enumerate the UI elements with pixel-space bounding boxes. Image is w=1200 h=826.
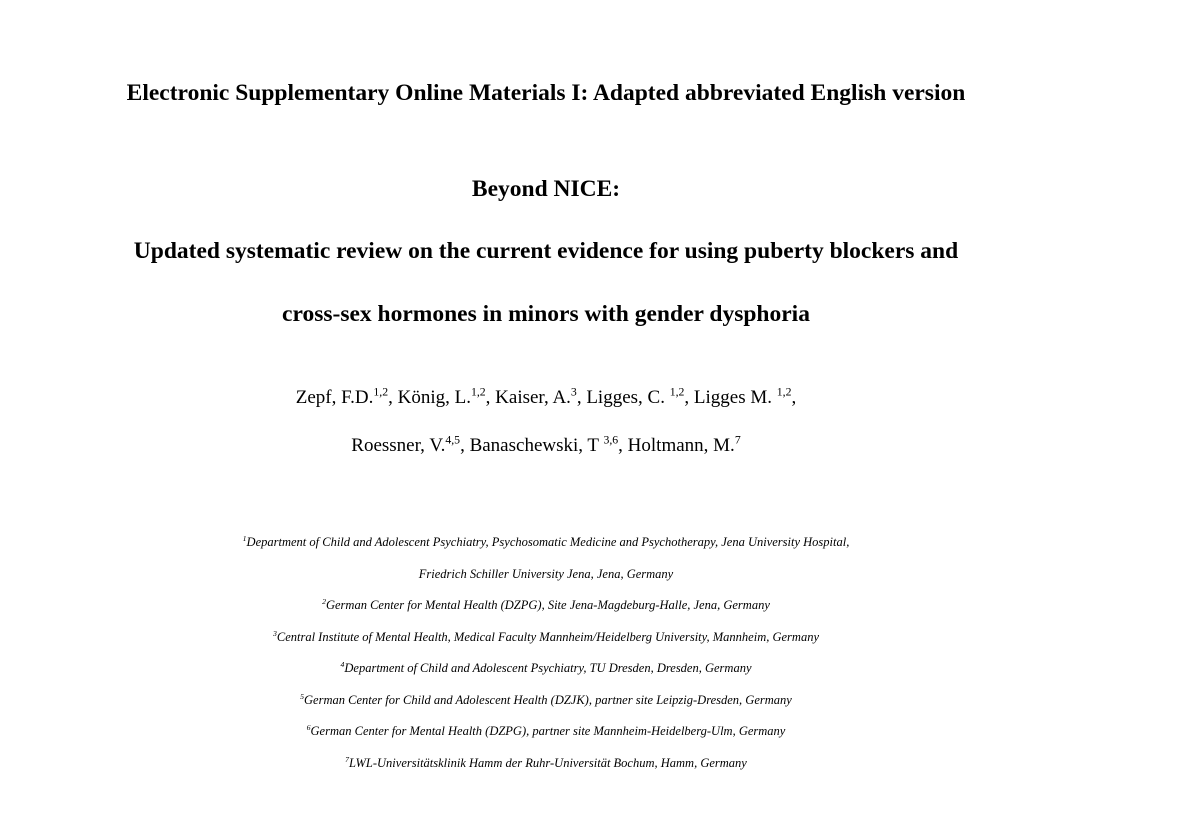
author: Roessner, V.$^{4,5}$, bbox=[351, 433, 470, 456]
affiliation-4: $^4$Department of Child and Adolescent Psychiatry, TU Dresden, Dresden, Germany bbox=[340, 659, 752, 675]
author-list-line-1 bbox=[0, 386, 1092, 410]
author: Holtmann, M.$^7$ bbox=[627, 433, 741, 456]
affiliation-1: $^1$Department of Child and Adolescent Psychiatry, Psychosomatic Medicine and Psychotherapy, Jena University Hospital, bbox=[242, 533, 850, 549]
author: Ligges M. $^{1,2}$, bbox=[693, 385, 797, 408]
affiliation-3: $^3$Central Institute of Mental Health, Medical Faculty Mannheim/Heidelberg University, Mannheim, Germany bbox=[272, 628, 819, 644]
author: Banaschewski, T $^{3,6}$, bbox=[469, 433, 628, 456]
supplement-heading: Electronic Supplementary Online Materials I: Adapted abbreviated English version bbox=[126, 80, 966, 106]
affiliation-1-continued: Friedrich Schiller University Jena, Jena, Germany bbox=[418, 567, 674, 581]
affiliation-5: $^5$German Center for Child and Adolescent Health (DZJK), partner site Leipzig-Dresden, Germany bbox=[300, 691, 792, 707]
title-line-3: cross-sex hormones in minors with gender dysphoria bbox=[282, 301, 810, 327]
author: Zepf, F.D.$^{1,2}$, bbox=[295, 385, 398, 408]
title-line-1: Beyond NICE: bbox=[471, 176, 621, 202]
affiliation-2: $^2$German Center for Mental Health (DZPG), Site Jena-Magdeburg-Halle, Jena, Germany bbox=[322, 596, 770, 612]
author-list-line-2 bbox=[0, 434, 1092, 458]
author: Ligges, C. $^{1,2}$, bbox=[586, 385, 694, 408]
affiliation-7: $^7$LWL-Universitätsklinik Hamm der Ruhr-Universität Bochum, Hamm, Germany bbox=[345, 754, 747, 770]
affiliation-6: $^6$German Center for Mental Health (DZPG), partner site Mannheim-Heidelberg-Ulm, Germany bbox=[306, 722, 786, 738]
title-line-2: Updated systematic review on the current evidence for using puberty blockers and bbox=[133, 238, 959, 264]
author: König, L.$^{1,2}$, bbox=[397, 385, 496, 408]
author: Kaiser, A.$^3$, bbox=[495, 385, 587, 408]
